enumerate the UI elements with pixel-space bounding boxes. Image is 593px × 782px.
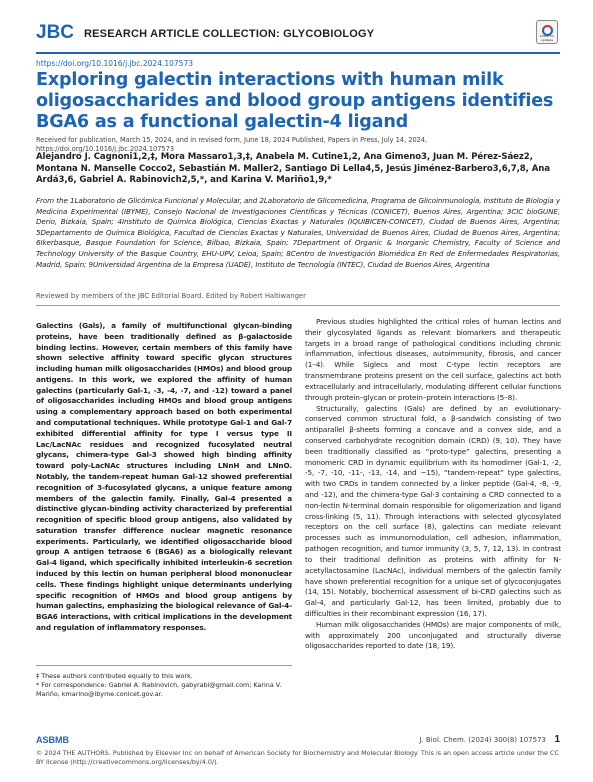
page-number: 1 [554, 734, 560, 745]
body-paragraph: Previous studies highlighted the critical roles of human lectins and their glycosylated ligands as relevant biomarkers and therapeutic targets in a broad range of pathological conditions including chronic inflammation, infectious diseases, autoimmunity, fibrosis, and cancer (1–4). While Siglecs and most C-type lectin receptors are transmembrane proteins present on the cell surface, galectins act both extracellularly and intracellularly, modulating different cellular functions through protein–glycan or protein–protein interactions (5–8). [305, 317, 561, 402]
affiliations: From the 1Laboratorio de Glicómica Funcional y Molecular, and 2Laboratorio de Glicomedicina, Programa de Glicoinmunología, Instituto de Biología y Medicina Experimental (IBYME), Consejo Nacional de Investigaciones Científicas y Técnicas (CONICET), Buenos Aires, Argentina; 3CIC bioGUNE, Derio, Bizkaia, Spain; 4Instituto de Química Biológica, Ciencias Exactas y Naturales (IQUIBICEN-CONICET), Ciudad de Buenos Aires, Argentina; 5Departamento de Química Biológica, Facultad de Ciencias Exactas y Naturales, Universidad de Buenos Aires, Ciudad de Buenos Aires, Argentina; 6Ikerbasque, Basque Foundation for Science, Bilbao, Bizkaia, Spain; 7Department of Organic & Inorganic Chemistry, Faculty of Science and Technology University of the Basque Country, EHU-UPV, Leioa, Spain; 8Centro de Investigación Biomédica En Red de Enfermedades Respiratorias, Madrid, Spain; 9Universidad Argentina de la Empresa (UADE), Instituto de Tecnología (INTEC), Ciudad de Buenos Aires, Argentina [36, 196, 560, 269]
body-paragraph: Structurally, galectins (Gals) are defined by an evolutionary-conserved common structural fold, a β-sandwich consisting of two antiparallel β-sheets forming a concave and a convex side, and a conserved carbohydrate recognition domain (CRD) (9, 10). They have been traditionally classified as “proto-type” galectins, presenting a monomeric CRD in dynamic equilibrium with its homodimer (Gal-1, -2, -5, -7, -10, -11-, -13, -14, and −15), “tandem-repeat” type galectins, with two CRDs in tandem connected by a linker peptide (Gal-4, -8, -9, and -12), and the chimera-type Gal-3 containing a CRD connected to a non-lectin N-terminal domain responsible for oligomerization and ligand cross-linking (5, 11). Through interactions with selected glycosylated receptors on the cell surface (8), galectins can mediate relevant processes such as immunomodulation, cell adhesion, inflammation, pathogen recognition, and tumor immunity (3, 5, 7, 12, 13). In contrast to their traditional definition as proteins with affinity for N-acetyllactosamine (LacNAc), individual members of the galectin family have shown preferential recognition for a unique set of glycoconjugates (14, 15). Notably, biochemical assessment of bi-CRD galectins such as Gal-4, and particularly Gal-12, has been limited, probably due to difficulties in their recombinant expression (16, 17). [305, 403, 561, 618]
reviewed-by: Reviewed by members of the JBC Editorial Board. Edited by Robert Haltiwanger [36, 292, 306, 300]
footnote-equal: ‡ These authors contributed equally to this work. [36, 672, 193, 680]
body-text [305, 317, 561, 652]
collection-title: RESEARCH ARTICLE COLLECTION: GLYCOBIOLOGY [84, 28, 375, 40]
abstract: Galectins (Gals), a family of multifunctional glycan-binding proteins, have been traditionally defined as β-galactoside binding lectins. However, certain members of this family have shown selective affinity toward specific glycan structures including human milk oligosaccharides (HMOs) and blood group antigens. In this work, we explored the affinity of human galectins (particularly Gal-1, -3, -4, -7, and -12) toward a panel of oligosaccharides including HMOs and blood group antigens using a complementary approach based on both experimental and computational techniques. While prototype Gal-1 and Gal-7 exhibited differential affinity for type I versus type II Lac/LacNAc residues and recognized fucosylated neutral glycans, chimera-type Gal-3 showed high binding affinity toward poly-LacNAc structures including LNnH and LNnO. Notably, the tandem-repeat human Gal-12 showed preferential recognition of 3-fucosylated glycans, a unique feature among members of the galectin family. Finally, Gal-4 presented a distinctive glycan-binding activity characterized by preferential recognition of specific blood group antigens, also validated by saturation transfer difference nuclear magnetic resonance experiments. Particularly, we identified oligosaccharide blood group A antigen tetraose 6 (BGA6) as a biologically relevant Gal-4 ligand, which specifically inhibited interleukin-6 secretion induced by this lectin on human peripheral blood mononuclear cells. These findings highlight unique determinants underlying specific recognition of HMOs and blood group antigens by human galectins, emphasizing the biological relevance of Gal-4-BGA6 interactions, with critical implications in the development and regulation of inflammatory responses. [36, 321, 292, 632]
journal-logo: JBC [36, 22, 75, 43]
asbmb-logo: ASBMB [36, 735, 69, 745]
received-dates: Received for publication, March 15, 2024, and in revised form, June 18, 2024 Published, Papers in Press, July 14, 2024, https://doi.org/10.1016/j.jbc.2024.107573 [36, 136, 428, 153]
divider [36, 305, 560, 306]
footnote-correspondence: * For correspondence: Gabriel A. Rabinovich, gabyrabi@gmail.com; Karina V. Mariño, kmarino@ibyme.conicet.gov.ar. [36, 681, 282, 698]
journal-citation: J. Biol. Chem. (2024) 300(8) 107573 [419, 736, 546, 744]
footnotes [36, 665, 292, 699]
article-title: Exploring galectin interactions with human milk oligosaccharides and blood group antigens identifies BGA6 as a functional galectin-4 ligand [36, 70, 554, 132]
check-updates-button[interactable]: Check for updates [536, 20, 558, 44]
journal-header [36, 22, 560, 54]
license-text: © 2024 THE AUTHORS. Published by Elsevier Inc on behalf of American Society for Biochemistry and Molecular Biology. This is an open access article under the CC BY license (http://creativecommons.org/licenses/by/4.0/). [36, 749, 559, 766]
body-paragraph: Human milk oligosaccharides (HMOs) are major components of milk, with approximately 200 unconjugated and structurally diverse oligosaccharides reported to date (18, 19). [305, 619, 561, 651]
author-list: Alejandro J. Cagnoni1,2,‡, Mora Massaro1,3,‡, Anabela M. Cutine1,2, Ana Gimeno3, Juan M. Pérez-Sáez2, Montana N. Manselle Cocco2, Sebastián M. Maller2, Santiago Di Lella4,5, Jesús Jiménez-Barbero3,6,7,8, Ana Ardá3,6, Gabriel A. Rabinovich2,5,*, and Karina V. Mariño1,9,* [36, 152, 551, 185]
doi-link[interactable]: https://doi.org/10.1016/j.jbc.2024.107573 [36, 59, 193, 68]
